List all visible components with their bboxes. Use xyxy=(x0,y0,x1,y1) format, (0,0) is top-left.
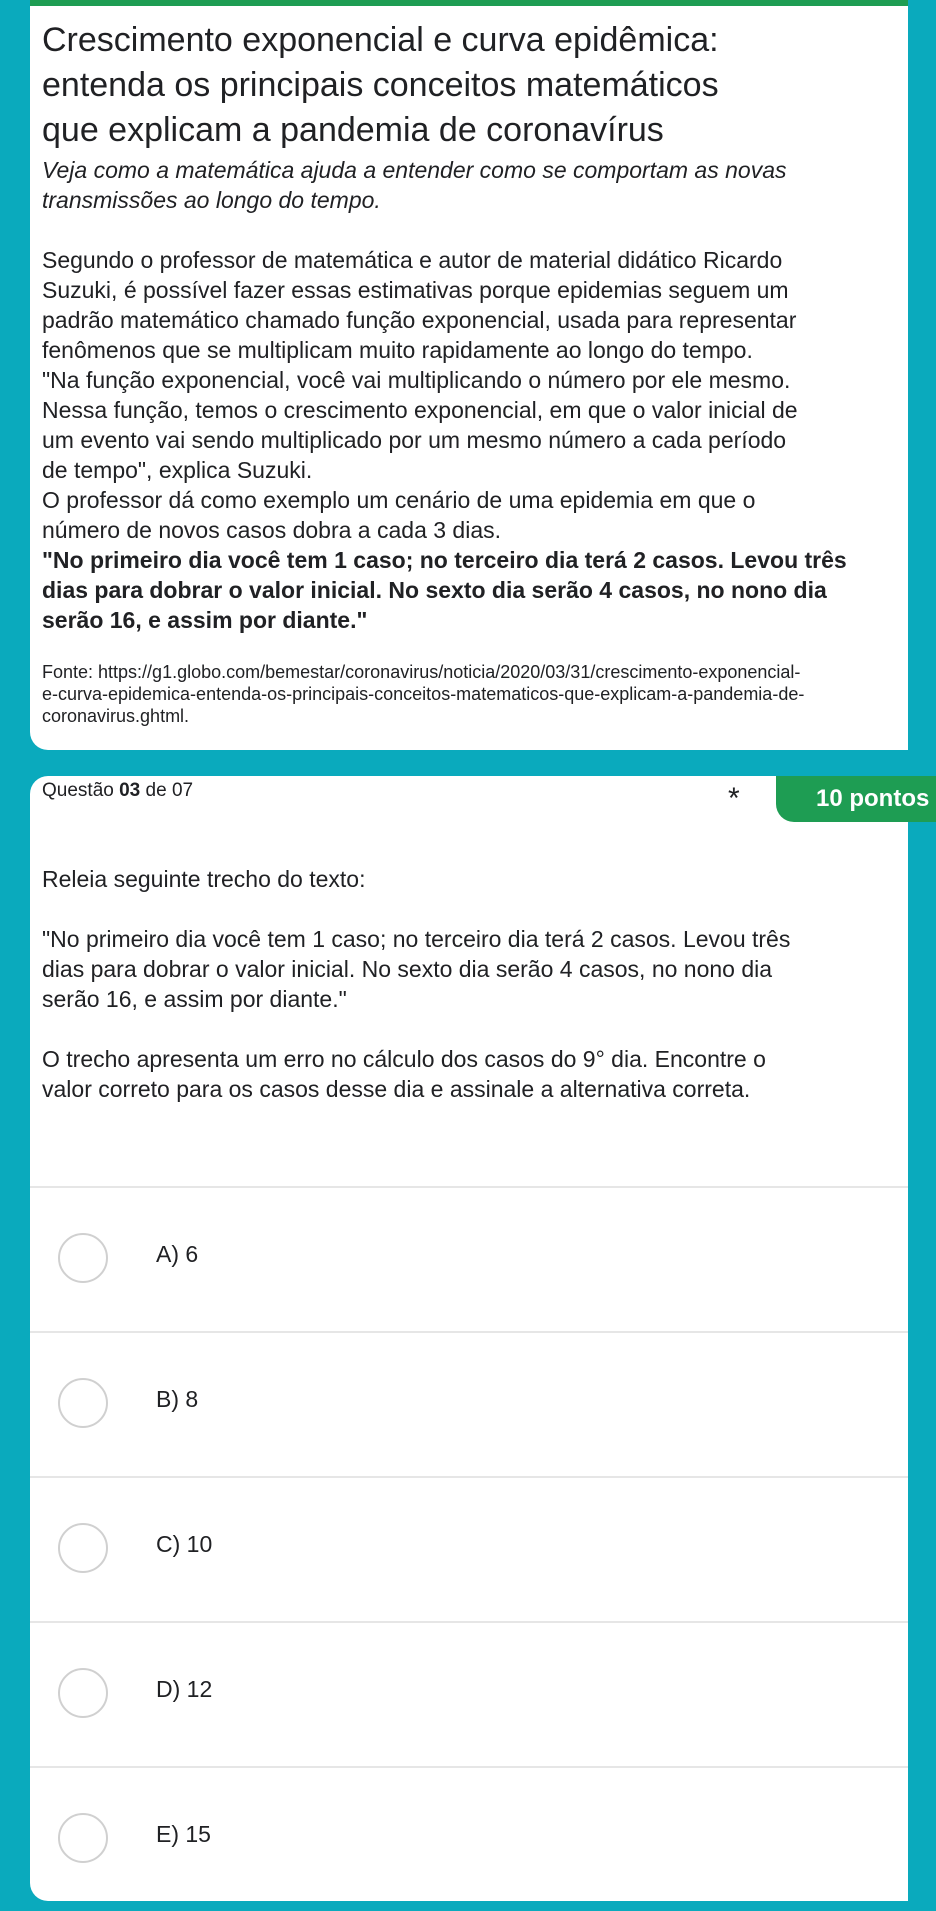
question-quote-line: serão 16, e assim por diante." xyxy=(42,986,347,1012)
question-card xyxy=(30,776,930,1901)
answer-options xyxy=(30,1186,908,1911)
quote-line: serão 16, e assim por diante." xyxy=(42,607,368,633)
radio-button-b[interactable] xyxy=(58,1378,108,1428)
article-subtitle xyxy=(42,155,908,215)
option-b[interactable] xyxy=(30,1331,908,1476)
quote-line: dias para dobrar o valor inicial. No sexto dia serão 4 casos, no nono dia xyxy=(42,577,827,603)
option-b-label: B) 8 xyxy=(156,1386,199,1412)
radio-button-e[interactable] xyxy=(58,1813,108,1863)
question-prompt: Releia seguinte trecho do texto: xyxy=(42,866,366,892)
article-card xyxy=(30,0,908,750)
paragraph-line: "Na função exponencial, você vai multiplicando o número por ele mesmo. xyxy=(42,367,791,393)
source-line: Fonte: https://g1.globo.com/bemestar/coronavirus/noticia/2020/03/31/crescimento-exponencial- xyxy=(42,662,801,682)
radio-button-a[interactable] xyxy=(58,1233,108,1283)
source-line: coronavirus.ghtml. xyxy=(42,706,190,726)
subtitle-line: Veja como a matemática ajuda a entender como se comportam as novas xyxy=(42,157,787,183)
article-title xyxy=(42,18,908,153)
paragraph-line: padrão matemático chamado função exponencial, usada para representar xyxy=(42,307,797,333)
question-number xyxy=(42,780,193,802)
paragraph-line: Nessa função, temos o crescimento exponencial, em que o valor inicial de xyxy=(42,397,798,423)
radio-button-c[interactable] xyxy=(58,1523,108,1573)
title-line: entenda os principais conceitos matemáticos xyxy=(42,66,719,104)
source-line: e-curva-epidemica-entenda-os-principais-conceitos-matematicos-que-explicam-a-pandemia-de- xyxy=(42,684,805,704)
paragraph-line: fenômenos que se multiplicam muito rapidamente ao longo do tempo. xyxy=(42,337,753,363)
question-number-total: de 07 xyxy=(140,780,194,801)
option-d[interactable] xyxy=(30,1621,908,1766)
option-d-label: D) 12 xyxy=(156,1676,213,1702)
question-instruction xyxy=(42,1044,908,1104)
option-e[interactable] xyxy=(30,1766,908,1911)
article-quote xyxy=(42,545,908,635)
paragraph-line: de tempo", explica Suzuki. xyxy=(42,457,313,483)
question-quote-line: dias para dobrar o valor inicial. No sexto dia serão 4 casos, no nono dia xyxy=(42,956,773,982)
required-asterisk-icon: * xyxy=(728,782,740,815)
paragraph-line: Segundo o professor de matemática e autor de material didático Ricardo xyxy=(42,247,783,273)
question-body xyxy=(30,846,908,1104)
option-c-label: C) 10 xyxy=(156,1531,213,1557)
option-c[interactable] xyxy=(30,1476,908,1621)
option-e-label: E) 15 xyxy=(156,1821,211,1847)
article-source xyxy=(42,661,908,727)
option-a-label: A) 6 xyxy=(156,1241,199,1267)
quote-line: "No primeiro dia você tem 1 caso; no terceiro dia terá 2 casos. Levou três xyxy=(42,547,847,573)
paragraph-line: número de novos casos dobra a cada 3 dias. xyxy=(42,517,502,543)
question-quote xyxy=(42,924,908,1014)
question-number-prefix: Questão xyxy=(42,780,120,801)
title-line: que explicam a pandemia de coronavírus xyxy=(42,111,664,149)
question-header xyxy=(30,776,930,846)
question-instruction-line: O trecho apresenta um erro no cálculo dos casos do 9° dia. Encontre o xyxy=(42,1046,766,1072)
question-instruction-line: valor correto para os casos desse dia e assinale a alternativa correta. xyxy=(42,1076,751,1102)
subtitle-line: transmissões ao longo do tempo. xyxy=(42,187,381,213)
question-quote-line: "No primeiro dia você tem 1 caso; no terceiro dia terá 2 casos. Levou três xyxy=(42,926,791,952)
radio-button-d[interactable] xyxy=(58,1668,108,1718)
paragraph-line: um evento vai sendo multiplicado por um mesmo número a cada período xyxy=(42,427,787,453)
question-number-value: 03 xyxy=(119,780,141,801)
title-line: Crescimento exponencial e curva epidêmica: xyxy=(42,21,719,59)
article-paragraph xyxy=(42,245,908,545)
paragraph-line: O professor dá como exemplo um cenário de uma epidemia em que o xyxy=(42,487,756,513)
option-a[interactable] xyxy=(30,1186,908,1331)
paragraph-line: Suzuki, é possível fazer essas estimativas porque epidemias seguem um xyxy=(42,277,789,303)
points-badge: 10 pontos xyxy=(776,776,936,822)
